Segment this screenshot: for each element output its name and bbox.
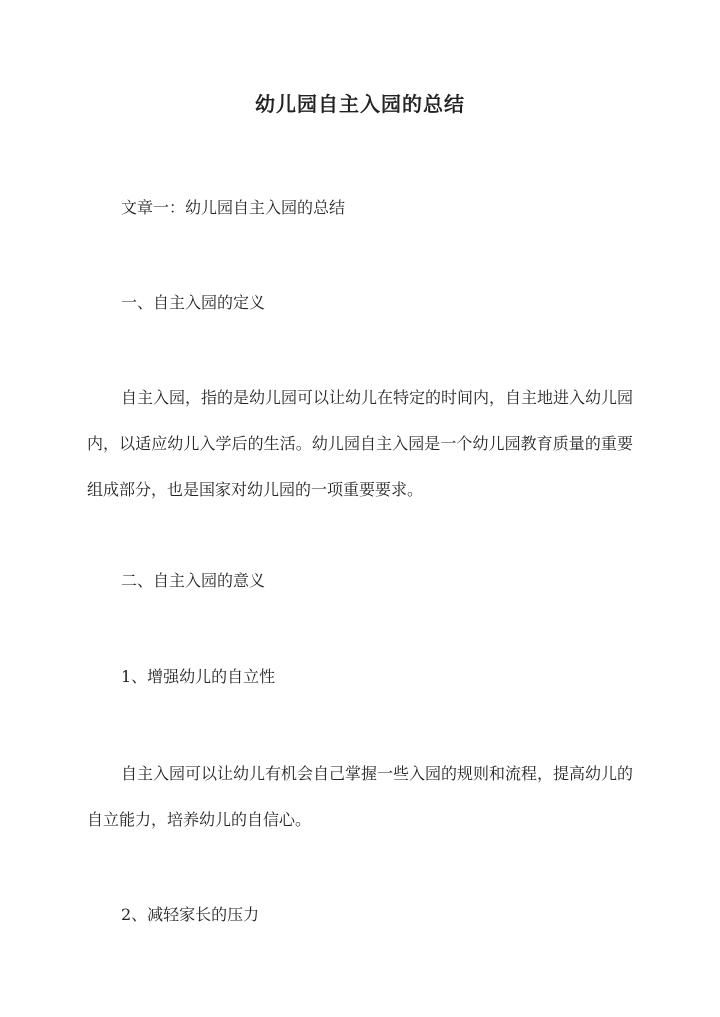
document-title: 幼儿园自主入园的总结 — [255, 92, 465, 116]
point-heading-independence: 1、增强幼儿的自立性 — [121, 667, 276, 686]
article-heading: 文章一：幼儿园自主入园的总结 — [121, 198, 346, 217]
paragraph-definition: 自主入园，指的是幼儿园可以让幼儿在特定的时间内，自主地进入幼儿园内，以适应幼儿入学后的生活。幼儿园自主入园是一个幼儿园教育质量的重要组成部分，也是国家对幼儿园的一项重要要求。 — [87, 388, 634, 499]
section-heading-definition: 一、自主入园的定义 — [121, 293, 266, 312]
paragraph-independence: 自主入园可以让幼儿有机会自己掌握一些入园的规则和流程，提高幼儿的自立能力，培养幼儿的自信心。 — [87, 764, 634, 829]
section-heading-significance: 二、自主入园的意义 — [121, 571, 266, 590]
point-heading-parent-pressure: 2、减轻家长的压力 — [121, 905, 260, 924]
